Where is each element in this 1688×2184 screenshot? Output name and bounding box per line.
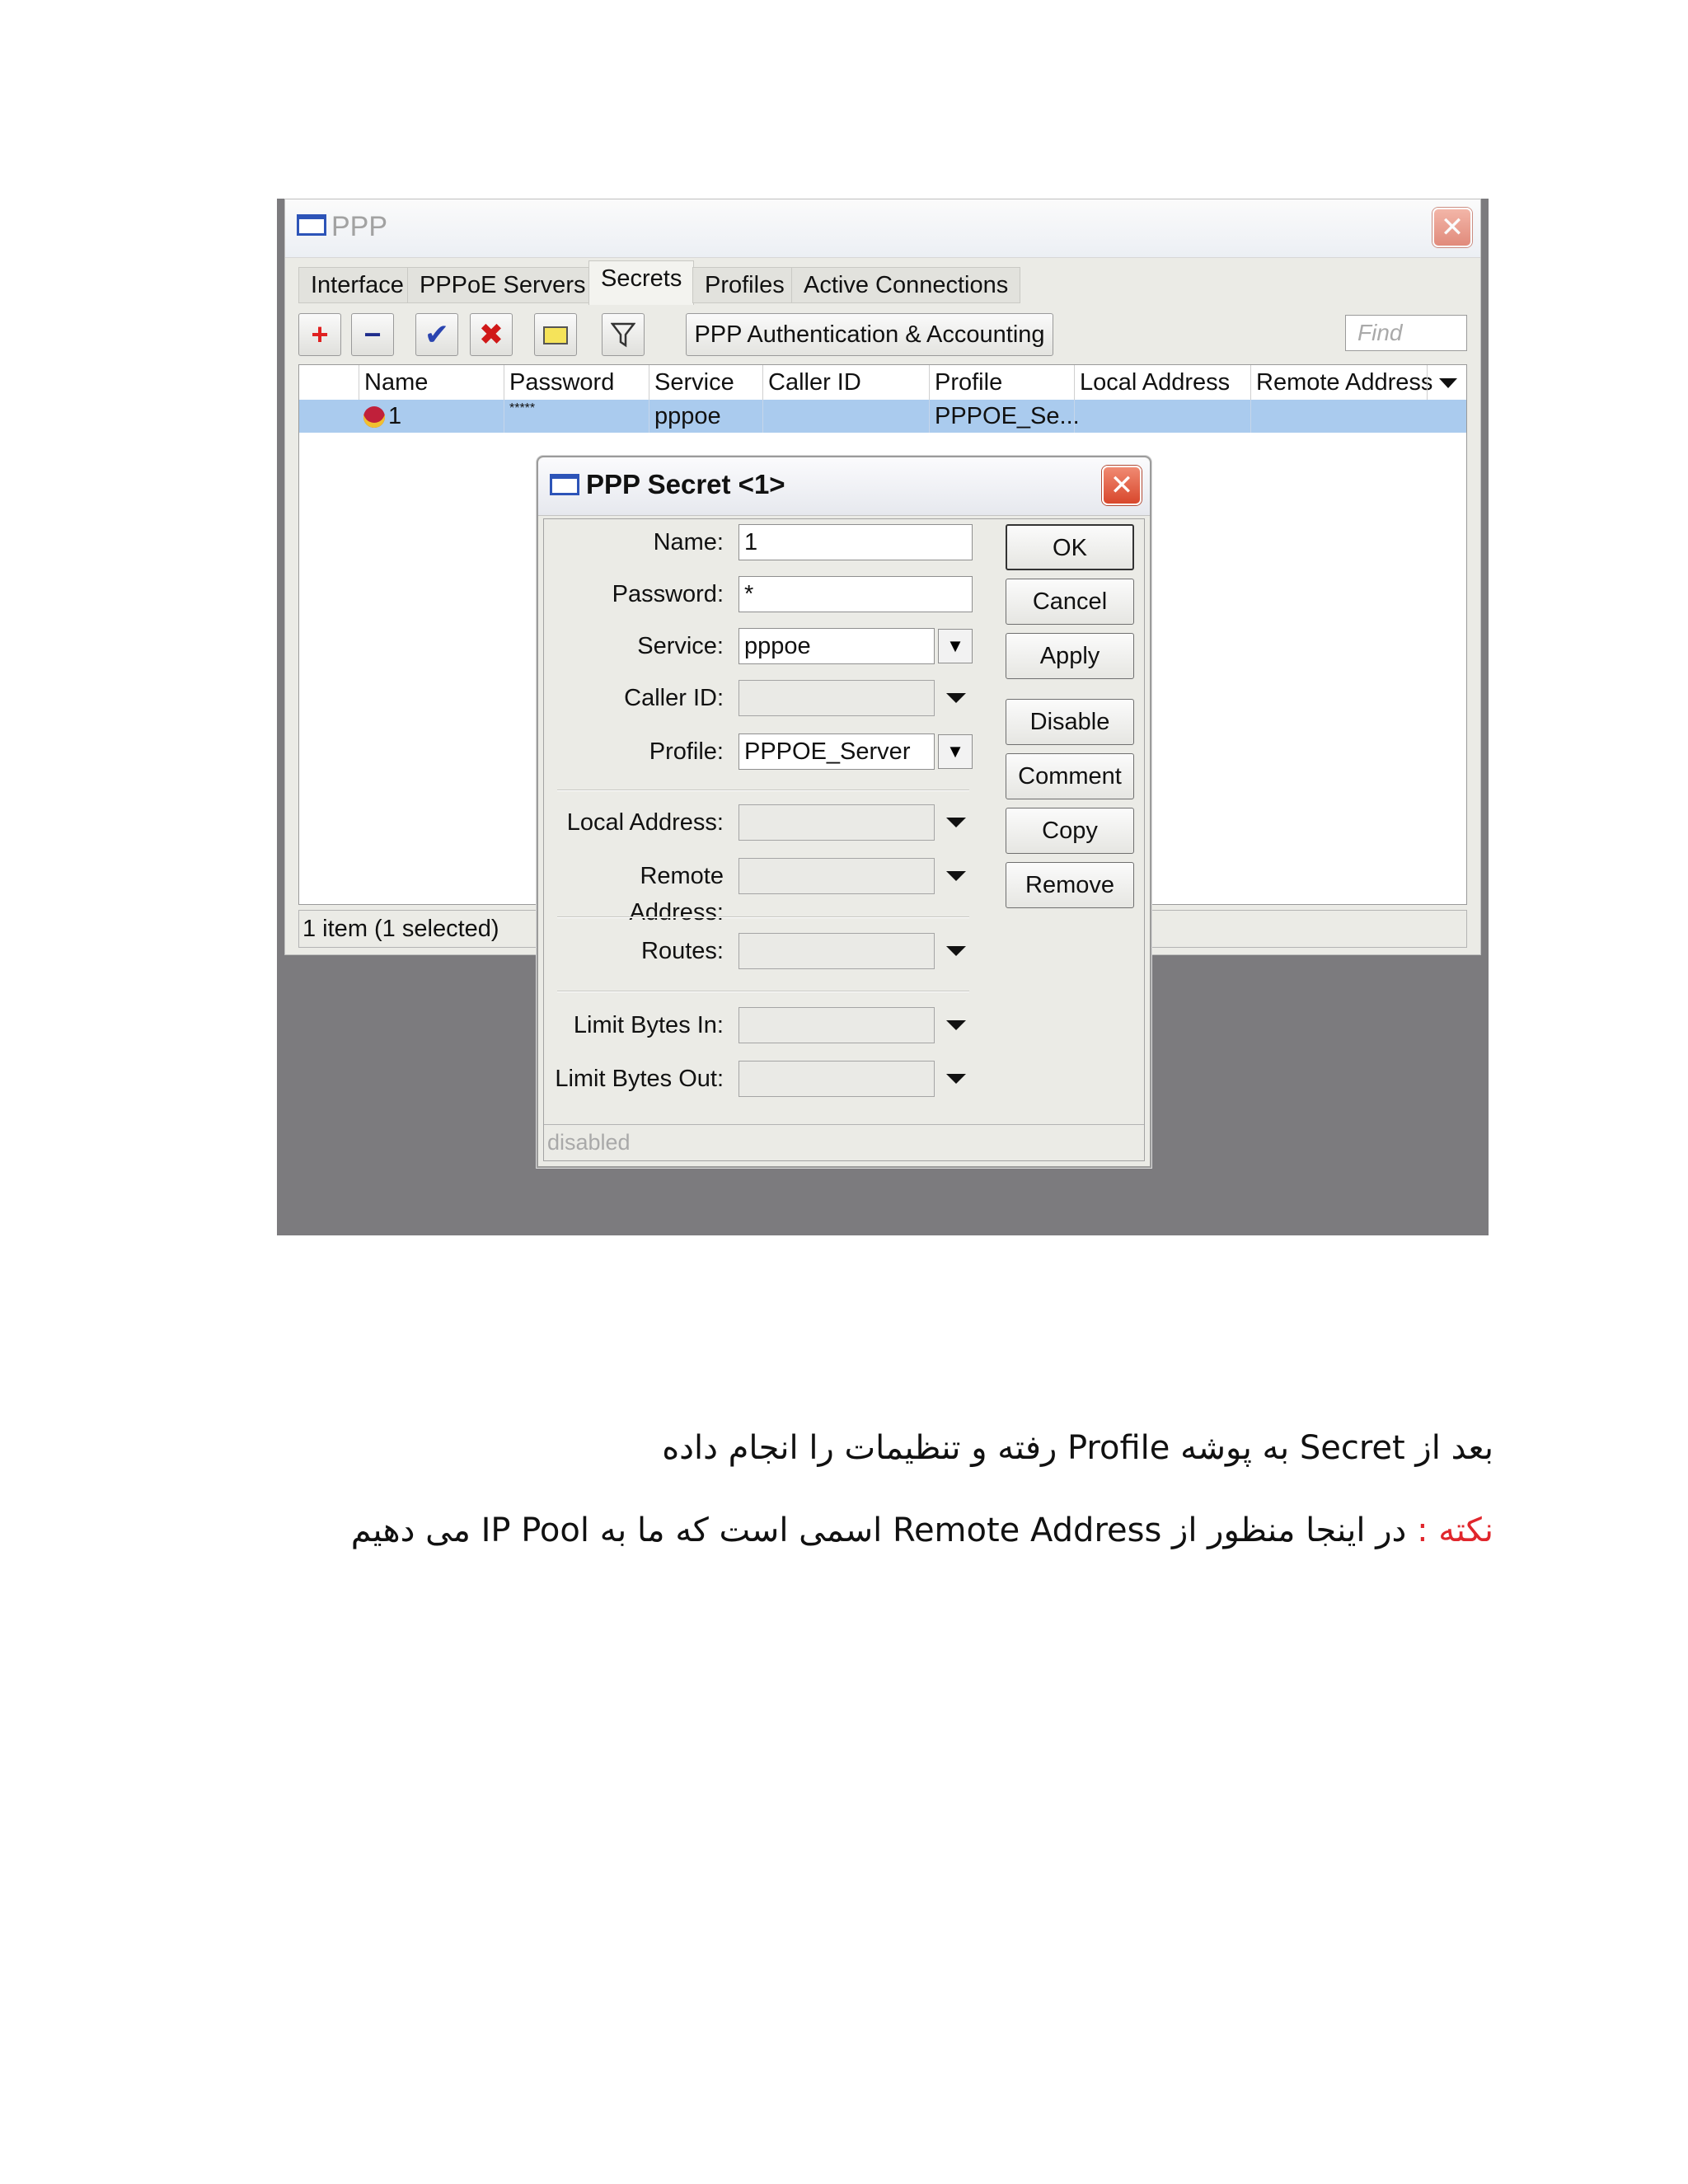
user-icon <box>363 406 385 428</box>
add-icon[interactable]: + <box>298 313 341 356</box>
cell-service: pppoe <box>649 400 762 433</box>
limit-bytes-out-label: Limit Bytes Out: <box>555 1066 724 1092</box>
caller-id-input[interactable] <box>738 680 935 716</box>
limit-bytes-in-dropdown-icon[interactable] <box>946 1020 966 1030</box>
column-caller-id[interactable]: Caller ID <box>762 365 929 400</box>
caller-id-label: Caller ID: <box>624 685 724 711</box>
cell-profile: PPPOE_Se... <box>929 400 1074 433</box>
limit-bytes-out-dropdown-icon[interactable] <box>946 1074 966 1084</box>
find-input[interactable]: Find <box>1345 315 1467 351</box>
column-remote-address[interactable]: Remote Address <box>1250 365 1427 400</box>
close-icon[interactable]: ✕ <box>1432 208 1472 247</box>
cell-caller-id <box>762 400 929 433</box>
cell-remote-address <box>1250 400 1427 433</box>
dialog-close-icon[interactable]: ✕ <box>1102 466 1142 505</box>
routes-input[interactable] <box>738 933 935 969</box>
tab-pppoe-servers[interactable]: PPPoE Servers <box>407 267 598 303</box>
limit-bytes-in-label: Limit Bytes In: <box>573 1012 724 1038</box>
ppp-secret-dialog <box>537 456 1151 1168</box>
enable-icon[interactable]: ✔ <box>415 313 458 356</box>
remove-icon[interactable]: − <box>351 313 394 356</box>
column-profile[interactable]: Profile <box>929 365 1074 400</box>
name-input[interactable]: 1 <box>738 524 973 560</box>
dialog-body <box>543 518 1145 1161</box>
remove-button[interactable]: Remove <box>1006 862 1134 908</box>
dialog-status: disabled <box>544 1124 1144 1160</box>
limit-bytes-in-input[interactable] <box>738 1007 935 1043</box>
disable-button[interactable]: Disable <box>1006 699 1134 745</box>
tab-interface[interactable]: Interface <box>298 267 416 303</box>
remote-address-label: Remote Address: <box>629 863 724 926</box>
ppp-auth-accounting-button[interactable]: PPP Authentication & Accounting <box>686 313 1053 356</box>
local-address-input[interactable] <box>738 804 935 841</box>
profile-dropdown-icon[interactable]: ▼ <box>938 734 973 769</box>
dialog-title: PPP Secret <1> <box>586 469 785 499</box>
apply-button[interactable]: Apply <box>1006 633 1134 679</box>
window-icon <box>297 214 326 236</box>
cancel-button[interactable]: Cancel <box>1006 579 1134 625</box>
comment-button[interactable]: Comment <box>1006 753 1134 799</box>
tab-active-connections[interactable]: Active Connections <box>791 267 1020 303</box>
dialog-titlebar <box>538 457 1150 516</box>
header-spacer <box>299 365 359 400</box>
filter-icon[interactable] <box>602 313 645 356</box>
tab-secrets[interactable]: Secrets <box>588 260 694 305</box>
column-local-address[interactable]: Local Address <box>1074 365 1250 400</box>
routes-label: Routes: <box>641 938 724 964</box>
profile-label: Profile: <box>649 738 724 765</box>
caption-line-1: بعد از Secret به پوشه Profile رفته و تنظیمات را انجام داده <box>662 1429 1493 1467</box>
toolbar <box>298 310 1467 361</box>
table-header <box>299 365 1466 401</box>
service-label: Service: <box>637 633 724 659</box>
note-label: نکته : <box>1417 1511 1493 1549</box>
screenshot <box>277 199 1489 1235</box>
separator <box>557 916 969 918</box>
comment-icon[interactable] <box>534 313 577 356</box>
separator <box>557 790 969 791</box>
column-service[interactable]: Service <box>649 365 762 400</box>
table-row[interactable] <box>299 400 1466 433</box>
profile-select[interactable]: PPPOE_Server <box>738 733 935 770</box>
cell-local-address <box>1074 400 1250 433</box>
routes-dropdown-icon[interactable] <box>946 946 966 956</box>
password-input[interactable]: * <box>738 576 973 612</box>
caller-id-dropdown-icon[interactable] <box>946 693 966 703</box>
remote-address-dropdown-icon[interactable] <box>946 871 966 881</box>
name-label: Name: <box>653 529 724 555</box>
note-text: در اینجا منظور از Remote Address اسمی است که ما به IP Pool می دهیم <box>350 1511 1418 1549</box>
column-name[interactable]: Name <box>359 365 504 400</box>
remote-address-input[interactable] <box>738 858 935 894</box>
local-address-label: Local Address: <box>566 809 724 836</box>
separator <box>557 991 969 992</box>
cell-name: 1 <box>359 400 504 433</box>
local-address-dropdown-icon[interactable] <box>946 818 966 827</box>
ppp-window-title: PPP <box>331 211 388 242</box>
service-select[interactable]: pppoe <box>738 628 935 664</box>
password-label: Password: <box>612 581 724 607</box>
dialog-window-icon <box>550 474 579 495</box>
columns-menu-icon[interactable] <box>1427 365 1467 400</box>
disable-icon[interactable]: ✖ <box>470 313 513 356</box>
column-password[interactable]: Password <box>504 365 649 400</box>
service-dropdown-icon[interactable]: ▼ <box>938 629 973 663</box>
ok-button[interactable]: OK <box>1006 524 1134 570</box>
caption-note <box>351 1511 1493 1549</box>
cell-password: ***** <box>504 400 649 433</box>
tab-profiles[interactable]: Profiles <box>692 267 797 303</box>
status-text: 1 item (1 selected) <box>302 916 499 942</box>
limit-bytes-out-input[interactable] <box>738 1061 935 1097</box>
ppp-titlebar <box>285 199 1480 258</box>
copy-button[interactable]: Copy <box>1006 808 1134 854</box>
